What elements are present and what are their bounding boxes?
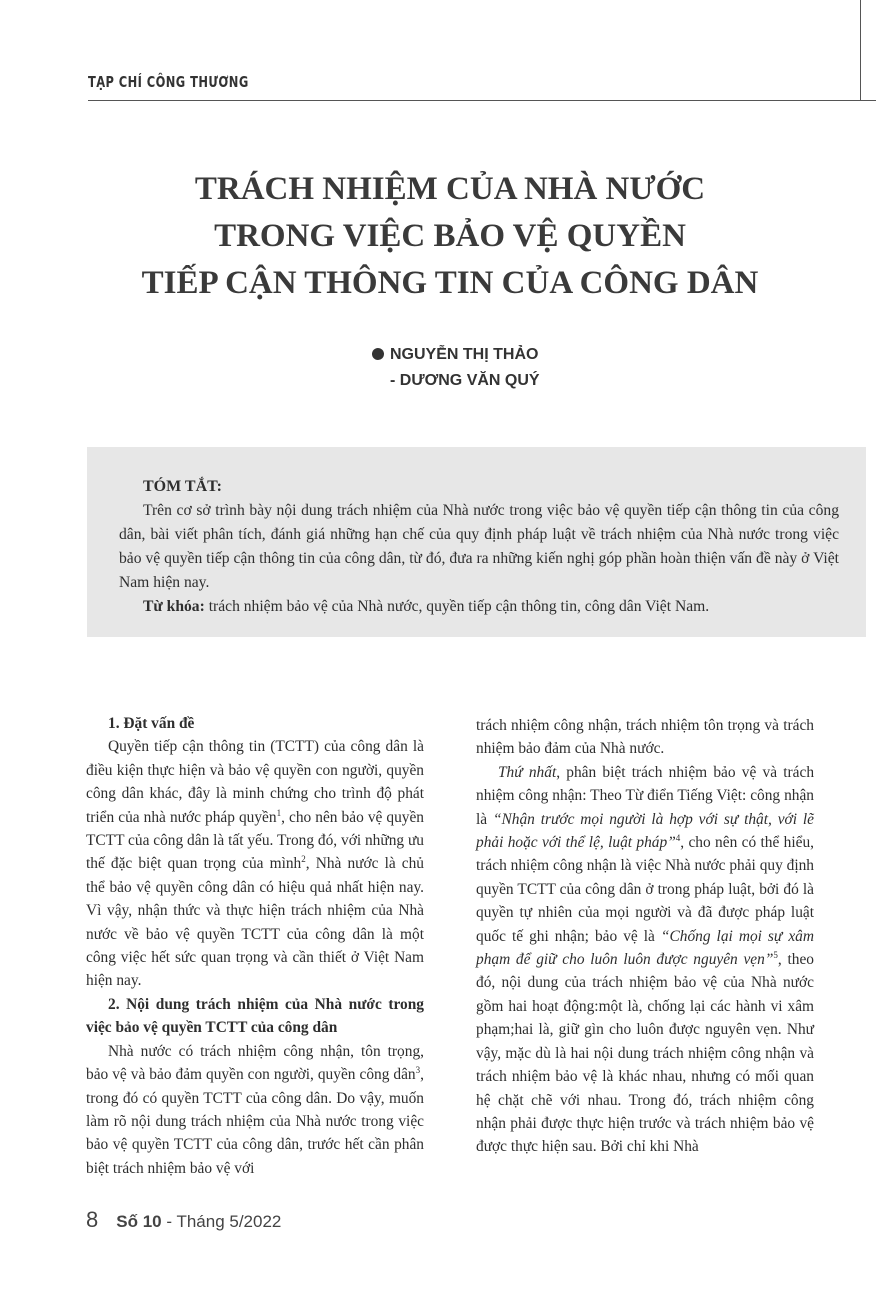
issue-label: Số xyxy=(116,1212,138,1231)
left-column xyxy=(86,712,424,1180)
header-vertical-rule xyxy=(860,0,861,100)
paragraph: Thứ nhất, phân biệt trách nhiệm bảo vệ và trách nhiệm công nhận: Theo Từ điển Tiếng Việt: công nhận là “Nhận trước mọi người là hợp với sự thật, với lẽ phải hoặc với thể lệ, luật pháp”$^4$, cho nên có thể hiểu, trách nhiệm công nhận là việc Nhà nước phải quy định quyền TCTT của công dân ở trong pháp luật, bởi đó là quyền tự nhiên của mọi người và đã được pháp luật quốc tế ghi nhận; bảo vệ là “Chống lại mọi sự xâm phạm để giữ cho luôn luôn được nguyên vẹn”$^5$, theo đó, nội dung của trách nhiệm bảo vệ của Nhà nước gồm hai hoạt động:một là, chống lại các hành vi xâm phạm;hai là, giữ gìn cho luôn được nguyên vẹn. Như vậy, mặc dù là hai nội dung trách nhiệm công nhận và trách nhiệm bảo vệ là khác nhau, nhưng có mối quan hệ chặt chẽ với nhau. Trong đó, trách nhiệm công nhận phải được thực hiện trước và trách nhiệm bảo vệ được thực hiện sau. Bởi chỉ khi Nhà xyxy=(476,763,815,1156)
right-column xyxy=(476,714,814,1159)
journal-name: TẠP CHÍ CÔNG THƯƠNG xyxy=(88,73,249,91)
authors xyxy=(372,342,540,394)
abstract-heading: TÓM TẮT: xyxy=(143,478,222,495)
footnote-ref[interactable]: 4 xyxy=(675,832,681,843)
bullet-icon xyxy=(372,348,384,360)
paragraph: Quyền tiếp cận thông tin (TCTT) của công dân là điều kiện thực hiện và bảo vệ quyền con người, quyền công dân khác, đây là minh chứng cho trình độ phát triển của nhà nước pháp quyền$^1$, cho nên bảo vệ quyền TCTT của công dân là tất yếu. Trong đó, với những ưu thế đặc biệt quan trọng của mình$^2$, Nhà nước là chủ thể bảo vệ quyền công dân có hiệu quả nhất hiện nay. Vì vậy, nhận thức và thực hiện trách nhiệm của Nhà nước về bảo vệ quyền TCTT của công dân là một công việc hết sức quan trọng và cần thiết ở Việt Nam hiện nay. xyxy=(86,738,425,990)
abstract-body: Trên cơ sở trình bày nội dung trách nhiệm của Nhà nước trong việc bảo vệ quyền tiếp cận thông tin của công dân, bài viết phân tích, đánh giá những hạn chế của quy định pháp luật về trách nhiệm của Nhà nước trong việc bảo vệ quyền tiếp cận thông tin của công dân, từ đó, đưa ra những kiến nghị góp phần hoàn thiện vấn đề này ở Việt Nam hiện nay. xyxy=(119,502,839,591)
article-title xyxy=(100,166,800,307)
title-line-1: TRÁCH NHIỆM CỦA NHÀ NƯỚC xyxy=(194,171,706,207)
paragraph: Nhà nước có trách nhiệm công nhận, tôn trọng, bảo vệ và bảo đảm quyền con người, quyền công dân$^3$, trong đó có quyền TCTT của công dân. Do vậy, muốn làm rõ nội dung trách nhiệm của Nhà nước trong việc bảo vệ quyền TCTT của công dân, trước hết cần phân biệt trách nhiệm bảo vệ với xyxy=(86,1042,424,1177)
quote: “Chống lại mọi sự xâm phạm để giữ cho luôn luôn được nguyên vẹn” xyxy=(476,927,814,969)
footnote-ref[interactable]: 3 xyxy=(415,1064,421,1075)
author-2: - DƯƠNG VĂN QUÝ xyxy=(390,372,540,389)
quote: “Nhận trước mọi người là hợp với sự thật, với lẽ phải hoặc với thể lệ, luật pháp” xyxy=(476,810,814,852)
issue-number: 10 xyxy=(142,1212,162,1231)
issue-date: - Tháng 5/2022 xyxy=(161,1212,282,1231)
paragraph: trách nhiệm công nhận, trách nhiệm tôn trọng và trách nhiệm bảo đảm của Nhà nước. xyxy=(476,717,814,758)
title-line-2: TRONG VIỆC BẢO VỆ QUYỀN xyxy=(214,218,686,254)
page-footer xyxy=(86,1207,281,1233)
footnote-ref[interactable]: 5 xyxy=(773,949,778,960)
abstract-box xyxy=(87,447,866,637)
title-line-3: TIẾP CẬN THÔNG TIN CỦA CÔNG DÂN xyxy=(141,265,759,301)
keywords xyxy=(119,595,839,619)
section-2-heading: 2. Nội dung trách nhiệm của Nhà nước trong việc bảo vệ quyền TCTT của công dân xyxy=(86,995,424,1037)
header-rule xyxy=(88,100,876,101)
footnote-ref[interactable]: 2 xyxy=(301,854,306,865)
section-1-heading: 1. Đặt vấn đề xyxy=(108,715,195,732)
keywords-label: Từ khóa: xyxy=(143,598,205,615)
keywords-text: trách nhiệm bảo vệ của Nhà nước, quyền tiếp cận thông tin, công dân Việt Nam. xyxy=(204,598,710,615)
page-number: 8 xyxy=(86,1207,99,1232)
footnote-ref[interactable]: 1 xyxy=(276,807,282,818)
author-1: NGUYỄN THỊ THẢO xyxy=(390,346,539,363)
